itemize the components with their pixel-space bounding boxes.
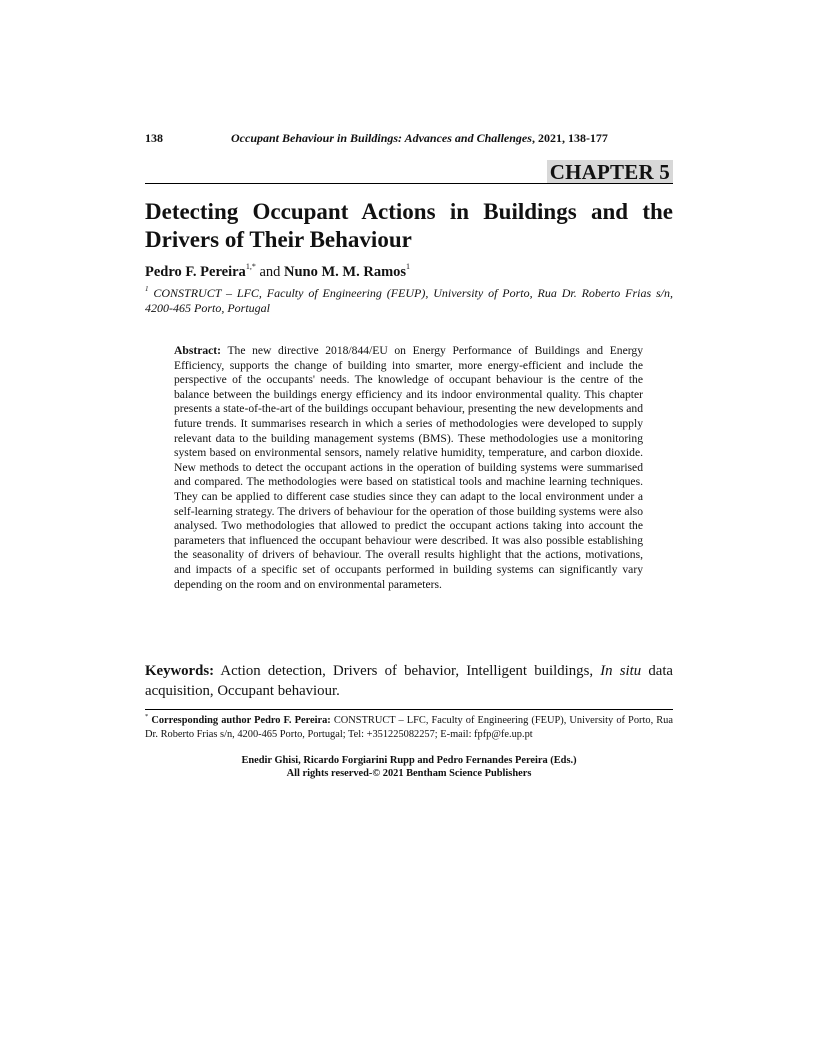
keywords xyxy=(145,661,673,701)
author-name: Pedro F. Pereira xyxy=(145,264,246,280)
affiliation-text: CONSTRUCT – LFC, Faculty of Engineering (FEUP), University of Porto, Rua Dr. Roberto Frias s/n, 4200-465 Porto, Portugal xyxy=(145,286,673,315)
page-number: 138 xyxy=(145,131,163,145)
footnote-divider xyxy=(145,709,673,710)
journal-citation xyxy=(231,131,608,145)
chapter-title: Detecting Occupant Actions in Buildings and the Drivers of Their Behaviour xyxy=(145,199,673,252)
footnote-text: CONSTRUCT – LFC, Faculty of Engineering (FEUP), University of Porto, Rua Dr. Roberto Frias s/n, 4200-465 Porto, Portugal; Tel: +351225082257; E-mail: fpfp@fe.up.pt xyxy=(145,715,673,740)
publisher-info xyxy=(145,754,673,780)
author-line xyxy=(145,263,673,281)
chapter-divider xyxy=(145,183,673,184)
author-connector: and xyxy=(255,264,284,280)
journal-year-pages: , 2021, 138-177 xyxy=(531,131,608,145)
abstract-text: The new directive 2018/844/EU on Energy Performance of Buildings and Energy Efficiency, supports the change of building into smarter, more energy-efficient and include the perspective of the occupants' needs. The knowledge of occupant behaviour is the centre of the balance between the buildings energy efficiency and its indoor environmental quality. This chapter presents a state-of-the-art of the buildings occupant behaviour, presenting the new developments and future trends. It summarises research in which a series of methodologies were developed to supply relevant data to the building management systems (BMS). These methodologies use a monitoring system based on environmental sensors, namely relative humidity, temperature, and carbon dioxide. New methods to detect the occupant actions in the operation of building systems were summarised and compared. The methodologies were based on statistical tools and machine learning techniques. They can be applied to different case studies since they can adapt to the local environment under a self-learning strategy. The drivers of behaviour for the operation of those building systems were also analysed. Two methodologies that allowed to predict the occupant actions taking into account the parameters that influenced the occupant behaviour were described. It was also possible establishing the seasonality of drivers of behaviour. The overall results highlight that the actions, motivations, and impacts of a specific set of occupants performed in building systems can significantly vary depending on the room and on environmental parameters. xyxy=(174,344,643,591)
author-affiliation-mark: 1,* xyxy=(245,262,256,271)
keywords-italic: In situ xyxy=(600,663,642,679)
author-name: Nuno M. M. Ramos xyxy=(284,264,407,280)
affiliation-mark: 1 xyxy=(145,285,149,293)
copyright-line: All rights reserved-© 2021 Bentham Science Publishers xyxy=(286,768,532,779)
author-affiliation-mark: 1 xyxy=(406,262,411,271)
keywords-text: Action detection, Drivers of behavior, Intelligent buildings, xyxy=(214,663,601,679)
chapter-label: CHAPTER 5 xyxy=(547,160,673,184)
keywords-text-end: data acquisition, Occupant behaviour. xyxy=(145,663,674,699)
editors-line: Enedir Ghisi, Ricardo Forgiarini Rupp and Pedro Fernandes Pereira (Eds.) xyxy=(241,755,577,766)
affiliation xyxy=(145,286,673,316)
footnote xyxy=(145,714,673,742)
abstract xyxy=(174,344,643,592)
journal-title: Occupant Behaviour in Buildings: Advances and Challenges xyxy=(231,131,532,145)
abstract-label: Abstract: xyxy=(174,344,222,357)
footnote-label: Corresponding author Pedro F. Pereira: xyxy=(148,715,331,726)
keywords-label: Keywords: xyxy=(145,663,215,679)
footnote-mark: * xyxy=(145,713,149,720)
